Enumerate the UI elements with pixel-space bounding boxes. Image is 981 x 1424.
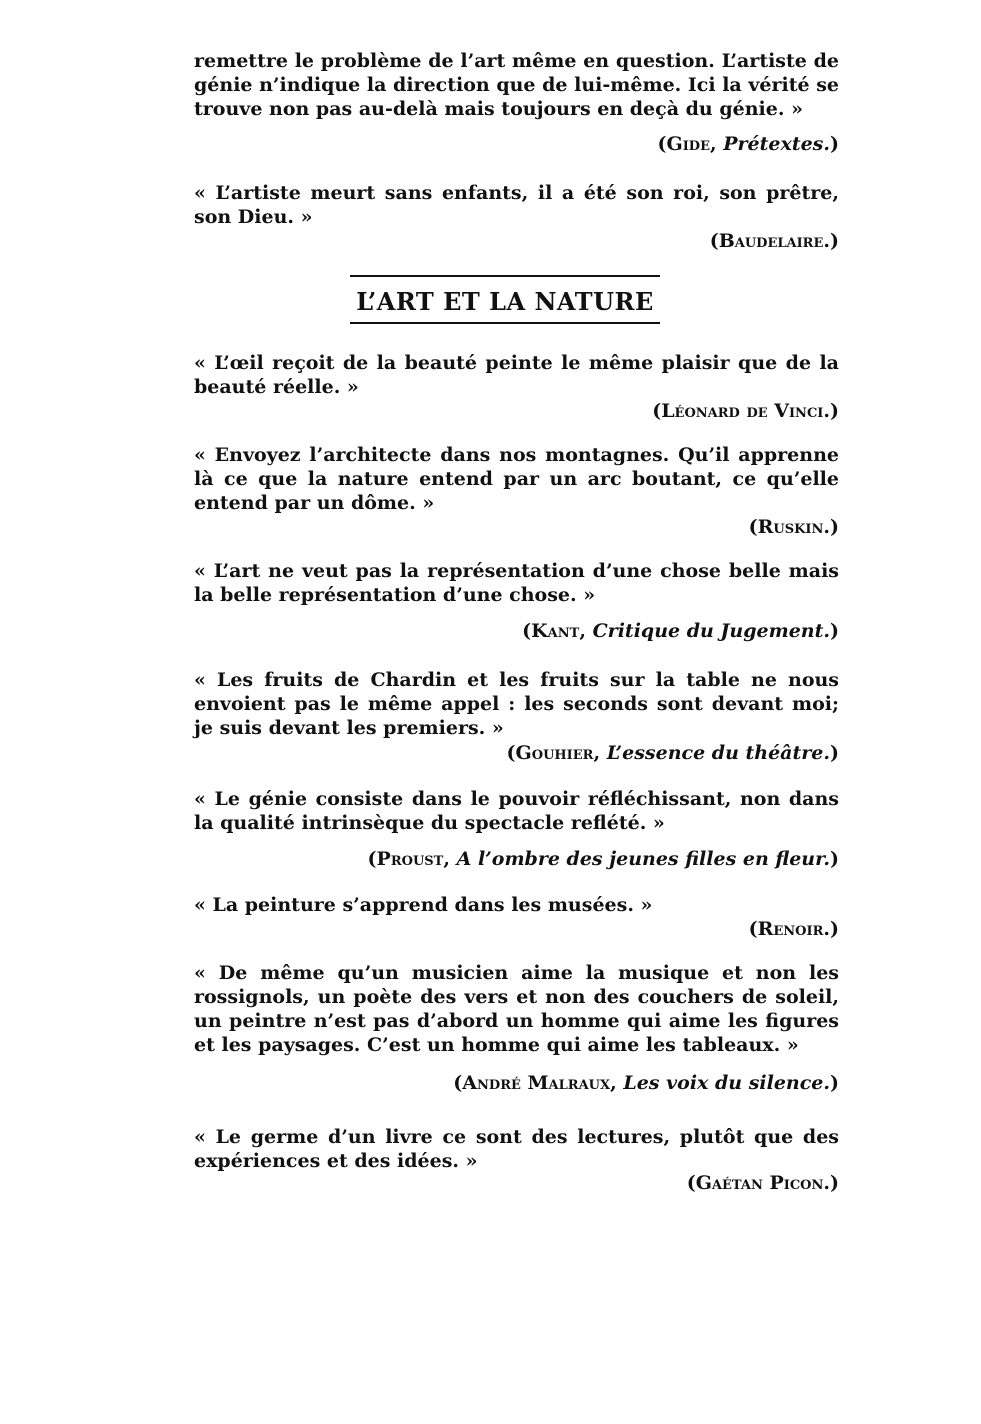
attribution-malraux: (André Malraux, Les voix du silence.) — [453, 1072, 839, 1094]
quote-proust: « Le génie consiste dans le pouvoir réfléchissant, non dans la qualité intrinsèque du spectacle reflété. » — [194, 788, 839, 834]
attribution-ruskin: (Ruskin.) — [748, 516, 839, 538]
attribution-author: Gide — [666, 133, 710, 155]
quote-ruskin: « Envoyez l’architecte dans nos montagnes. Qu’il apprenne là ce que la nature entend par un arc boutant, ce qu’elle entend par un dôme. » — [194, 444, 839, 514]
attribution-work: Les voix du silence. — [623, 1072, 830, 1094]
section-rule-bottom — [350, 322, 660, 324]
quote-malraux: « De même qu’un musicien aime la musique et non les rossignols, un poète des vers et non des couchers de soleil, un peintre n’est pas d’abord un homme qui aime les figures et les paysages. C’est un homme qui aime les tableaux. » — [194, 962, 839, 1056]
section-title: L’ART ET LA NATURE — [356, 287, 654, 316]
attribution-author: Kant — [531, 620, 580, 642]
attribution-work: Critique du Jugement. — [592, 620, 830, 642]
attribution-baudelaire: (Baudelaire.) — [709, 230, 839, 252]
attribution-author: Gouhier — [515, 742, 594, 764]
attribution-gide: (Gide, Prétextes.) — [657, 133, 839, 155]
quote-renoir: « La peinture s’apprend dans les musées. » — [194, 894, 653, 916]
attribution-proust: (Proust, A l’ombre des jeunes filles en fleur.) — [367, 848, 839, 870]
attribution-work: Prétextes. — [723, 133, 830, 155]
attribution-leonard: (Léonard de Vinci.) — [652, 400, 839, 422]
attribution-author: Gaétan Picon. — [695, 1172, 830, 1194]
attribution-author: Proust — [376, 848, 444, 870]
attribution-work: L’essence du théâtre. — [606, 742, 830, 764]
quote-continuation: remettre le problème de l’art même en question. L’artiste de génie n’indique la direction que de lui-même. Ici la vérité se trouve non pas au-delà mais toujours en deçà du génie. » — [194, 50, 839, 120]
quote-baudelaire: « L’artiste meurt sans enfants, il a été son roi, son prêtre, son Dieu. » — [194, 182, 839, 228]
attribution-author: André Malraux — [462, 1072, 611, 1094]
attribution-kant: (Kant, Critique du Jugement.) — [522, 620, 839, 642]
attribution-author: Baudelaire. — [718, 230, 830, 252]
attribution-author: Ruskin. — [757, 516, 830, 538]
section-rule-top — [350, 275, 660, 277]
attribution-renoir: (Renoir.) — [748, 918, 839, 940]
attribution-work: A l’ombre des jeunes filles en fleur. — [456, 848, 830, 870]
attribution-author: Renoir. — [757, 918, 830, 940]
quote-picon: « Le germe d’un livre ce sont des lectures, plutôt que des expériences et des idées. » — [194, 1126, 839, 1172]
quote-kant: « L’art ne veut pas la représentation d’une chose belle mais la belle représentation d’une chose. » — [194, 560, 839, 606]
quote-gouhier: « Les fruits de Chardin et les fruits sur la table ne nous envoient pas le même appel : les seconds sont devant moi; je suis devant les premiers. » — [194, 669, 839, 739]
attribution-picon: (Gaétan Picon.) — [686, 1172, 839, 1194]
quote-leonard: « L’œil reçoit de la beauté peinte le même plaisir que de la beauté réelle. » — [194, 352, 839, 398]
attribution-gouhier: (Gouhier, L’essence du théâtre.) — [506, 742, 839, 764]
attribution-author: Léonard de Vinci. — [661, 400, 830, 422]
